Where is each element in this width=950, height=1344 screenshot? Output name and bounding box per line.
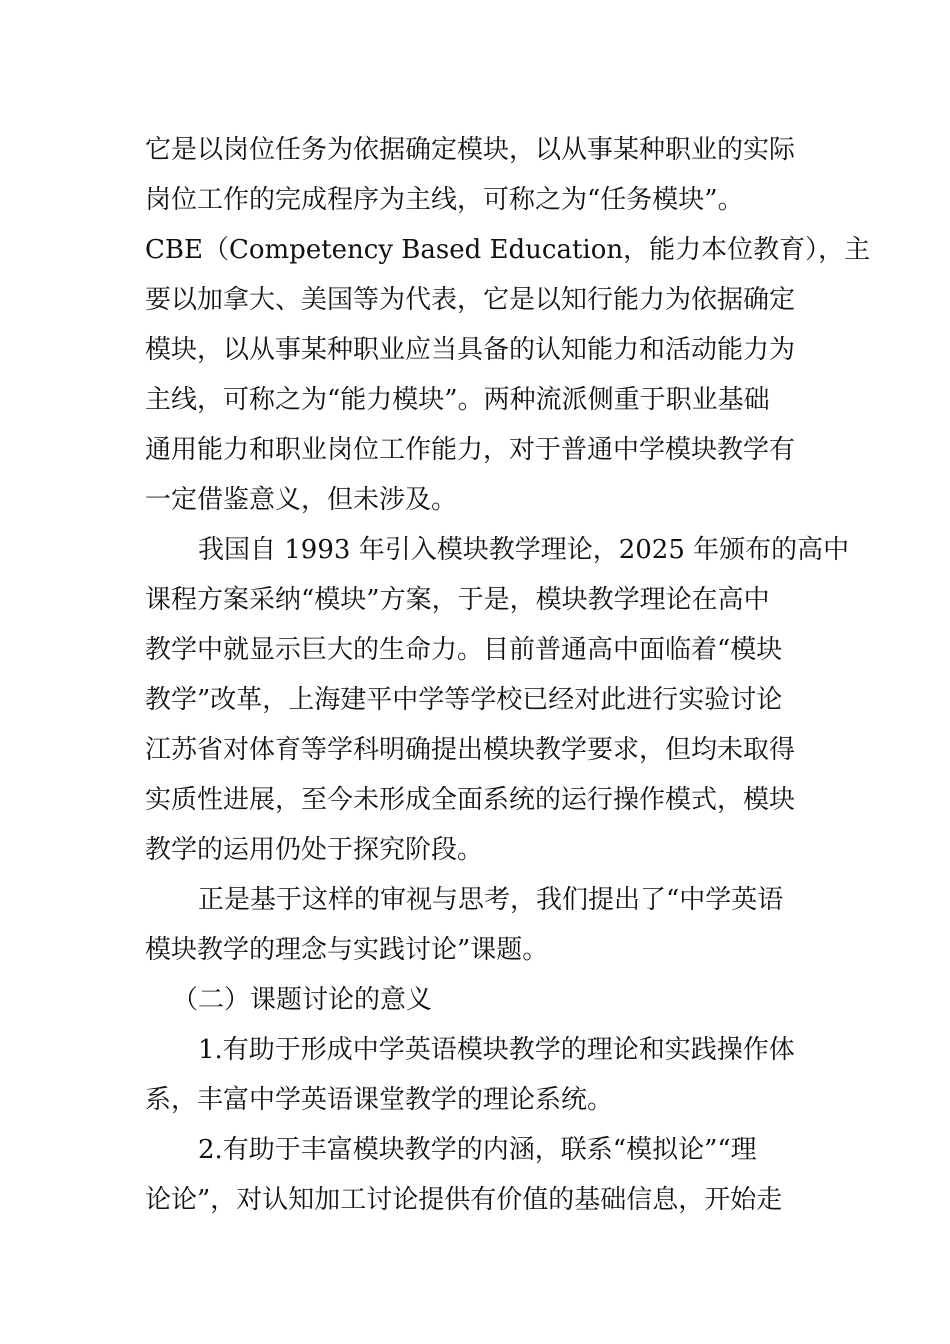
- text-line: 岗位工作的完成程序为主线，可称之为“任务模块”。: [145, 185, 744, 215]
- text-line: 系，丰富中学英语课堂教学的理论系统。: [145, 1085, 614, 1115]
- text-line: 课程方案采纳“模块”方案，于是，模块教学理论在高中: [145, 585, 770, 615]
- text-line: 教学的运用仍处于探究阶段。: [145, 835, 484, 865]
- text-line: 教学中就显示巨大的生命力。目前普通高中面临着“模块: [145, 635, 783, 665]
- text-line: 模块，以从事某种职业应当具备的认知能力和活动能力为: [145, 335, 796, 365]
- text-line: 教学”改革，上海建平中学等学校已经对此进行实验讨论: [145, 685, 783, 715]
- paragraph-start: 1.有助于形成中学英语模块教学的理论和实践操作体: [198, 1035, 795, 1065]
- text-line: 江苏省对体育等学科明确提出模块教学要求，但均未取得: [145, 735, 796, 765]
- text-line: 它是以岗位任务为依据确定模块，以从事某种职业的实际: [145, 135, 796, 165]
- text-line: 一定借鉴意义，但未涉及。: [145, 485, 458, 515]
- text-line: 主线，可称之为“能力模块”。两种流派侧重于职业基础: [145, 385, 770, 415]
- text-line: 实质性进展，至今未形成全面系统的运行操作模式，模块: [145, 785, 796, 815]
- text-line: CBE（Competency Based Education，能力本位教育），主: [145, 235, 871, 265]
- paragraph-start: 我国自 1993 年引入模块教学理论，2025 年颁布的高中: [198, 535, 850, 565]
- paragraph-start: 正是基于这样的审视与思考，我们提出了“中学英语: [198, 885, 784, 915]
- section-heading: （二）课题讨论的意义: [172, 985, 433, 1015]
- text-line: 要以加拿大、美国等为代表，它是以知行能力为依据确定: [145, 285, 796, 315]
- text-line: 通用能力和职业岗位工作能力，对于普通中学模块教学有: [145, 435, 796, 465]
- paragraph-start: 2.有助于丰富模块教学的内涵，联系“模拟论”“理: [198, 1135, 757, 1165]
- text-line: 论论”，对认知加工讨论提供有价值的基础信息，开始走: [145, 1185, 783, 1215]
- text-line: 模块教学的理念与实践讨论”课题。: [145, 935, 549, 965]
